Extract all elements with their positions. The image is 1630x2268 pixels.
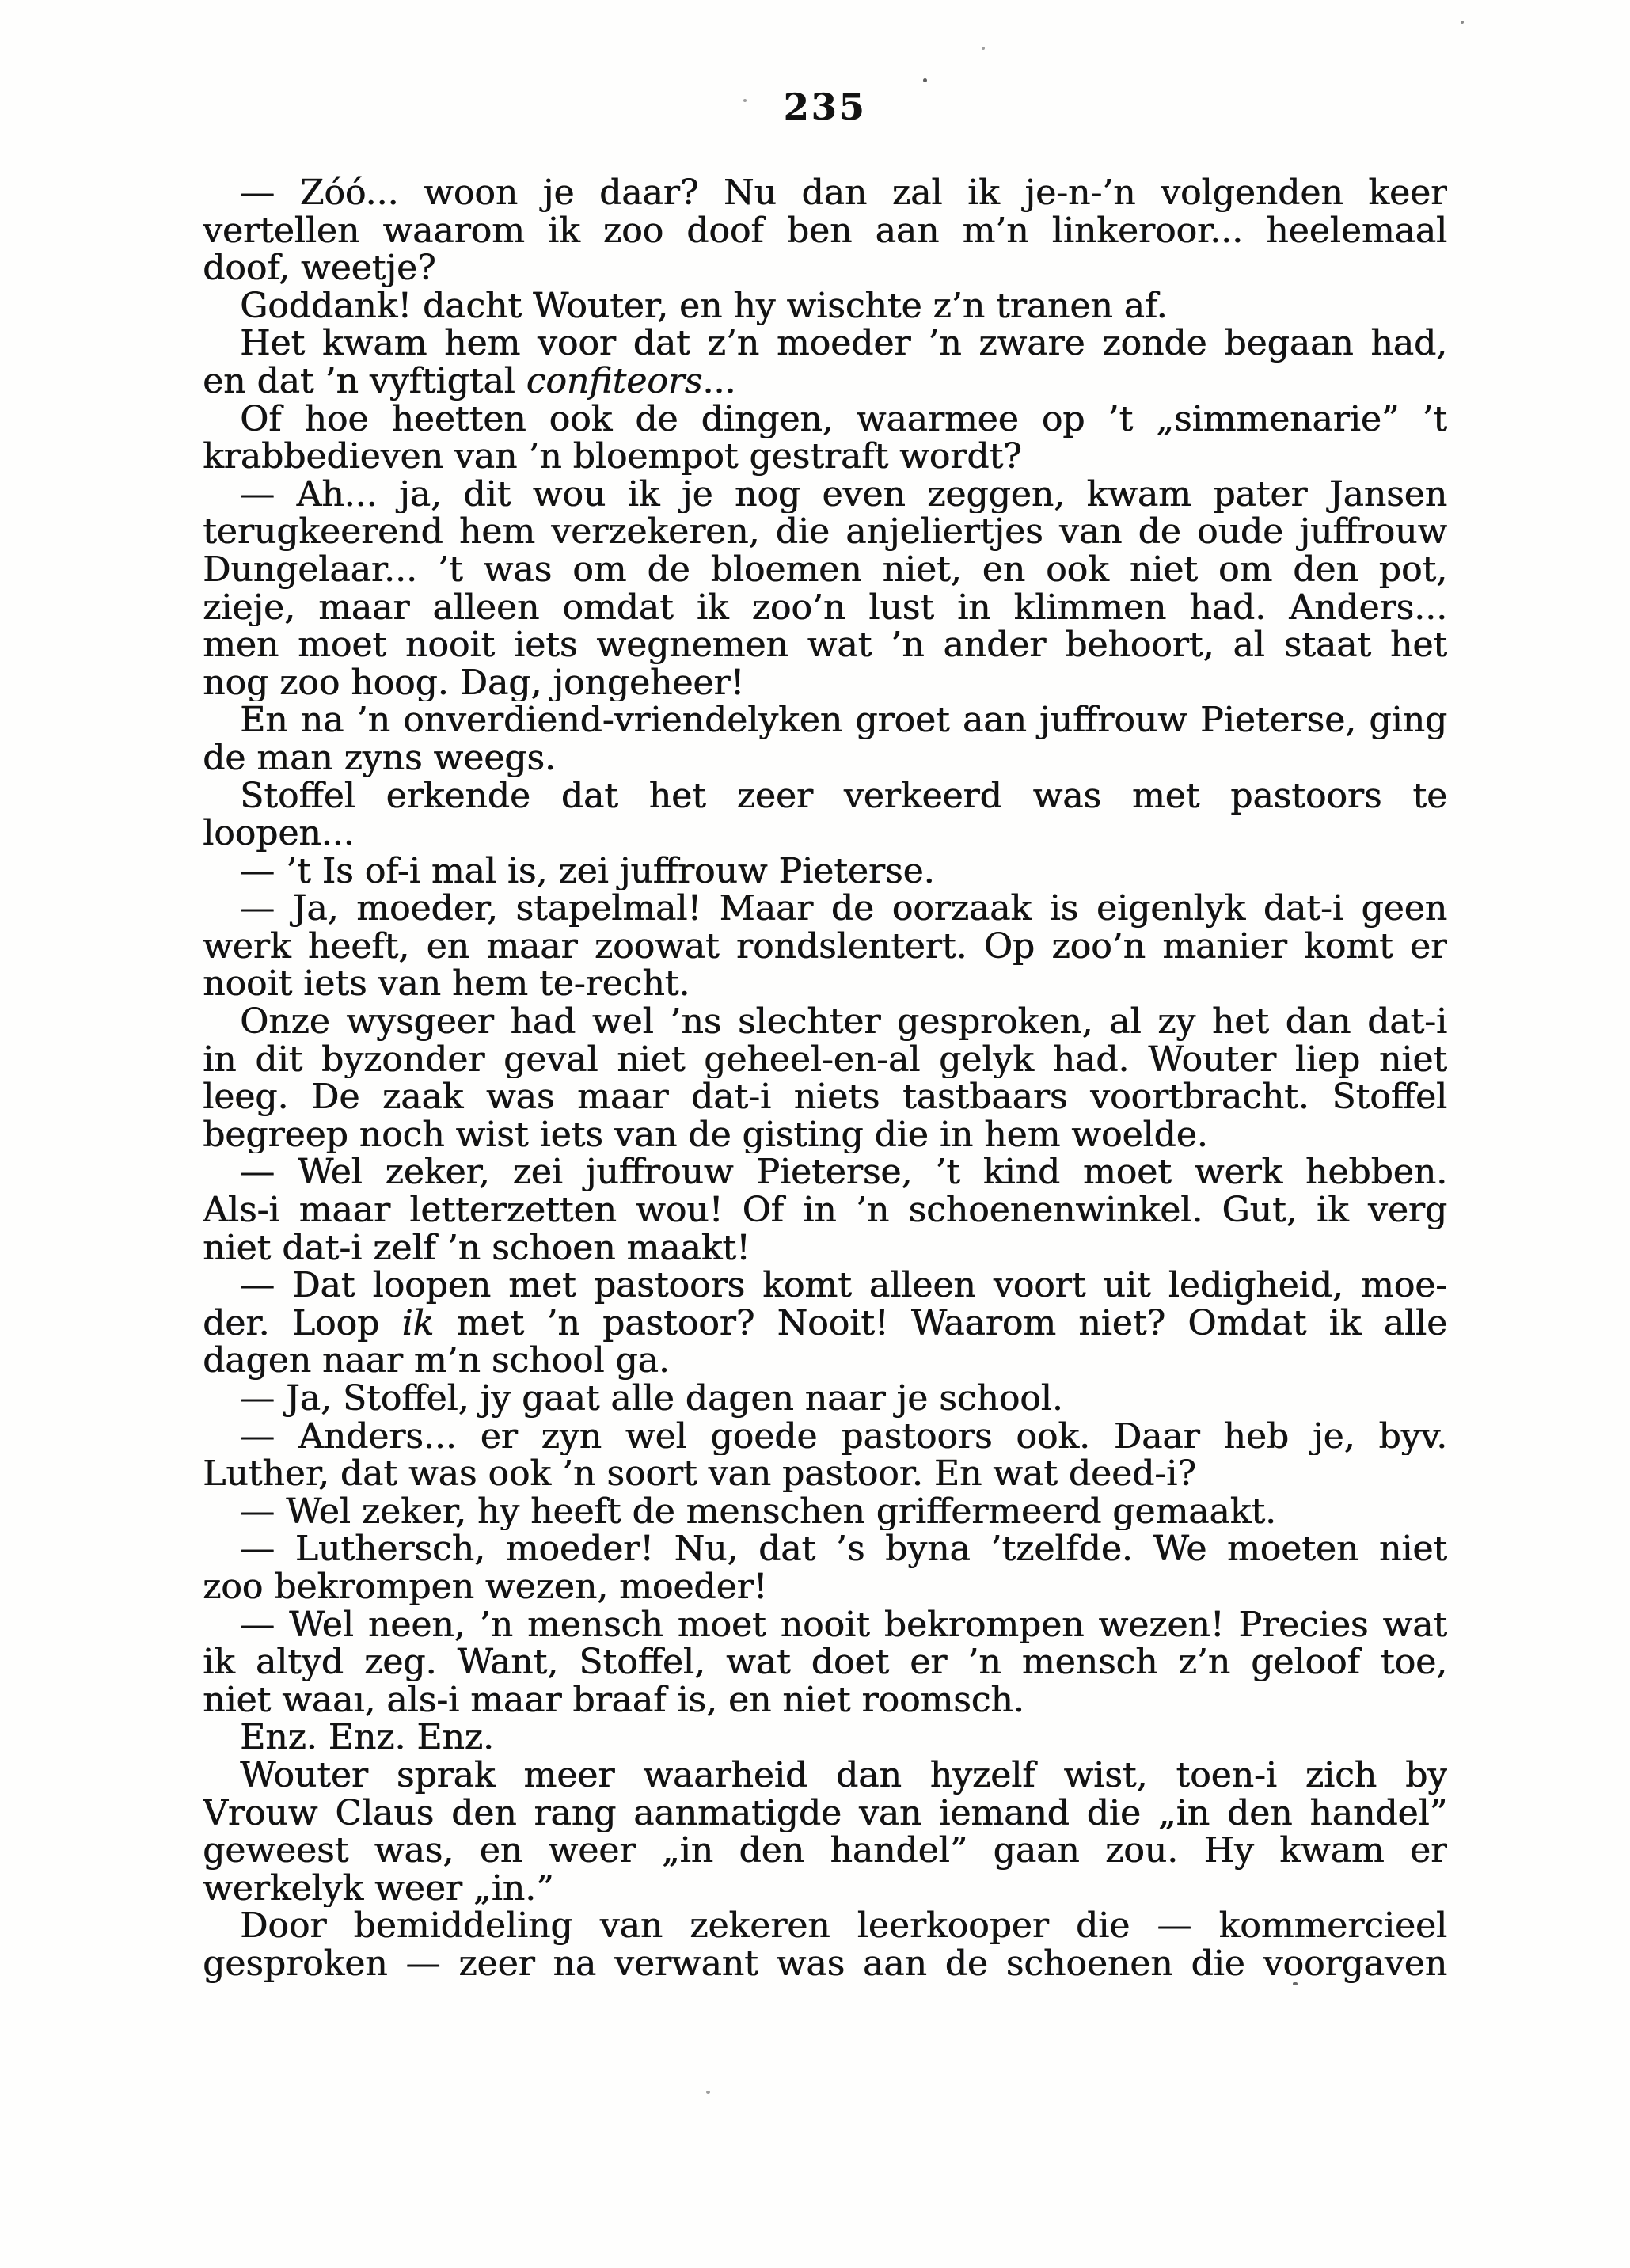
- text-segment: begreep noch wist iets van de gisting die in hem woelde.: [203, 1115, 1208, 1154]
- scan-speck: [923, 78, 927, 82]
- text-line: [203, 1719, 1447, 1757]
- text-segment: — Dat loopen met pastoors komt alleen voort uit ledigheid, moe-: [240, 1267, 1447, 1305]
- text-line: [203, 1153, 1447, 1191]
- text-segment: Luther, dat was ook ’n soort van pastoor. En wat deed-i?: [203, 1455, 1196, 1493]
- text-line: [203, 965, 1447, 1003]
- text-segment: Dungelaar... ’t was om de bloemen niet, en ook niet om den pot,: [203, 550, 1447, 589]
- text-line: [203, 815, 1447, 853]
- text-line: [203, 1606, 1447, 1644]
- text-segment: en dat ’n vyftigtal: [203, 362, 526, 401]
- page-number: 235: [783, 85, 867, 128]
- text-line: [203, 1380, 1447, 1418]
- text-line: [203, 1041, 1447, 1079]
- text-segment: met ’n pastoor? Nooit! Waarom niet? Omdat ik alle: [434, 1304, 1447, 1343]
- text-segment: in dit byzonder geval niet geheel-en-al gelyk had. Wouter liep niet: [203, 1040, 1447, 1079]
- text-segment: dagen naar m’n school ga.: [203, 1342, 670, 1380]
- text-line: [203, 1342, 1447, 1380]
- italic-text-segment: confiteors: [526, 362, 703, 401]
- text-line: [203, 1568, 1447, 1606]
- text-line: [203, 1795, 1447, 1833]
- text-line: [203, 1907, 1447, 1945]
- text-segment: vertellen waarom ik zoo doof ben aan m’n linkeroor... heelemaal: [203, 211, 1447, 250]
- text-segment: zieje, maar alleen omdat ik zoo’n lust in klimmen had. Anders...: [203, 588, 1447, 627]
- text-segment: nooit iets van hem te-recht.: [203, 965, 690, 1004]
- text-line: [203, 1757, 1447, 1795]
- text-segment: Enz. Enz. Enz.: [240, 1719, 494, 1757]
- text-segment: — Wel zeker, hy heeft de menschen griffermeerd gemaakt.: [240, 1492, 1276, 1531]
- scan-speck: [982, 47, 985, 50]
- text-segment: men moet nooit iets wegnemen wat ’n ander behoort, al staat het: [203, 626, 1447, 664]
- text-line: [203, 853, 1447, 891]
- text-line: [203, 1116, 1447, 1154]
- italic-text-segment: ik: [401, 1304, 435, 1343]
- text-segment: — Zóó... woon je daar? Nu dan zal ik je-n-’n volgenden keer: [240, 174, 1447, 212]
- text-segment: terugkeerend hem verzekeren, die anjeliertjes van de oude juffrouw: [203, 513, 1447, 551]
- text-segment: — Wel zeker, zei juffrouw Pieterse, ’t kind moet werk hebben.: [240, 1153, 1447, 1192]
- scan-speck: [1293, 1982, 1298, 1985]
- text-segment: — Anders... er zyn wel goede pastoors ook. Daar heb je, byv.: [240, 1417, 1447, 1456]
- text-segment: Stoffel erkende dat het zeer verkeerd was met pastoors te: [240, 777, 1447, 815]
- text-segment: Door bemiddeling van zekeren leerkooper die — kommercieel: [240, 1907, 1447, 1945]
- text-segment: niet waaı, als-i maar braaf is, en niet roomsch.: [203, 1681, 1024, 1719]
- text-segment: ik altyd zeg. Want, Stoffel, wat doet er ’n mensch z’n geloof toe,: [203, 1643, 1447, 1681]
- text-line: [203, 476, 1447, 514]
- text-line: [203, 777, 1447, 815]
- text-segment: — ’t Is of-i mal is, zei juffrouw Pieterse.: [240, 852, 935, 891]
- text-segment: — Ja, Stoffel, jy gaat alle dagen naar je school.: [240, 1380, 1063, 1418]
- text-segment: Of hoe heetten ook de dingen, waarmee op ’t „simmenarie” ’t: [240, 400, 1447, 439]
- text-segment: — Wel neen, ’n mensch moet nooit bekrompen wezen! Precies wat: [240, 1605, 1447, 1644]
- text-line: [203, 551, 1447, 589]
- text-line: [203, 701, 1447, 739]
- text-segment: Onze wysgeer had wel ’ns slechter gesproken, al zy het dan dat-i: [240, 1003, 1447, 1041]
- text-segment: Goddank! dacht Wouter, en hy wischte z’n tranen af.: [240, 287, 1168, 325]
- text-line: [203, 363, 1447, 401]
- scan-speck: [743, 99, 747, 102]
- text-segment: nog zoo hoog. Dag, jongeheer!: [203, 663, 745, 702]
- text-line: [203, 1305, 1447, 1343]
- text-line: [203, 174, 1447, 212]
- text-line: [203, 1418, 1447, 1456]
- text-segment: der. Loop: [203, 1304, 402, 1343]
- text-line: [203, 401, 1447, 439]
- text-line: [203, 739, 1447, 777]
- text-line: [203, 1832, 1447, 1870]
- text-segment: leeg. De zaak was maar dat-i niets tastbaars voortbracht. Stoffel: [203, 1078, 1447, 1116]
- text-line: [203, 1945, 1447, 1983]
- text-segment: gesproken — zeer na verwant was aan de schoenen die voorgaven: [203, 1944, 1447, 1983]
- text-line: [203, 589, 1447, 627]
- text-segment: zoo bekrompen wezen, moeder!: [203, 1567, 768, 1606]
- text-segment: krabbedieven van ’n bloempot gestraft wordt?: [203, 438, 1022, 476]
- text-segment: de man zyns weegs.: [203, 739, 556, 777]
- text-line: [203, 1003, 1447, 1041]
- text-segment: — Ja, moeder, stapelmal! Maar de oorzaak is eigenlyk dat-i geen: [240, 890, 1447, 928]
- text-line: [203, 1191, 1447, 1229]
- text-line: [203, 1493, 1447, 1531]
- text-segment: loopen...: [203, 815, 355, 853]
- text-line: [203, 890, 1447, 928]
- text-segment: — Ah... ja, dit wou ik je nog even zeggen, kwam pater Jansen: [240, 475, 1447, 514]
- text-line: [203, 513, 1447, 551]
- text-line: [203, 287, 1447, 325]
- text-segment: Vrouw Claus den rang aanmatigde van iemand die „in den handel”: [203, 1794, 1447, 1833]
- text-line: [203, 249, 1447, 287]
- text-segment: En na ’n onverdiend-vriendelyken groet aan juffrouw Pieterse, ging: [240, 701, 1447, 739]
- text-line: [203, 1267, 1447, 1305]
- text-segment: Het kwam hem voor dat z’n moeder ’n zware zonde begaan had,: [240, 325, 1447, 363]
- text-segment: doof, weetje?: [203, 249, 436, 287]
- text-segment: Als-i maar letterzetten wou! Of in ’n schoenenwinkel. Gut, ik verg: [203, 1191, 1447, 1229]
- text-line: [203, 664, 1447, 702]
- text-segment: werkelyk weer „in.”: [203, 1869, 554, 1908]
- text-line: [203, 438, 1447, 476]
- scan-speck: [706, 2091, 710, 2094]
- text-line: [203, 1681, 1447, 1719]
- text-line: [203, 325, 1447, 363]
- text-line: [203, 1078, 1447, 1116]
- text-segment: ...: [702, 362, 736, 401]
- text-segment: — Luthersch, moeder! Nu, dat ’s byna ’tzelfde. We moeten niet: [240, 1530, 1447, 1568]
- text-line: [203, 928, 1447, 966]
- text-segment: geweest was, en weer „in den handel” gaan zou. Hy kwam er: [203, 1832, 1447, 1870]
- text-line: [203, 1643, 1447, 1681]
- text-line: [203, 626, 1447, 664]
- text-segment: Wouter sprak meer waarheid dan hyzelf wist, toen-i zich by: [240, 1756, 1447, 1795]
- text-line: [203, 212, 1447, 250]
- text-block: [203, 174, 1447, 1983]
- text-segment: werk heeft, en maar zoowat rondslentert. Op zoo’n manier komt er: [203, 927, 1447, 966]
- text-line: [203, 1455, 1447, 1493]
- text-segment: niet dat-i zelf ’n schoen maakt!: [203, 1229, 750, 1267]
- text-line: [203, 1870, 1447, 1908]
- text-line: [203, 1530, 1447, 1568]
- scan-speck: [1461, 21, 1464, 24]
- text-line: [203, 1229, 1447, 1267]
